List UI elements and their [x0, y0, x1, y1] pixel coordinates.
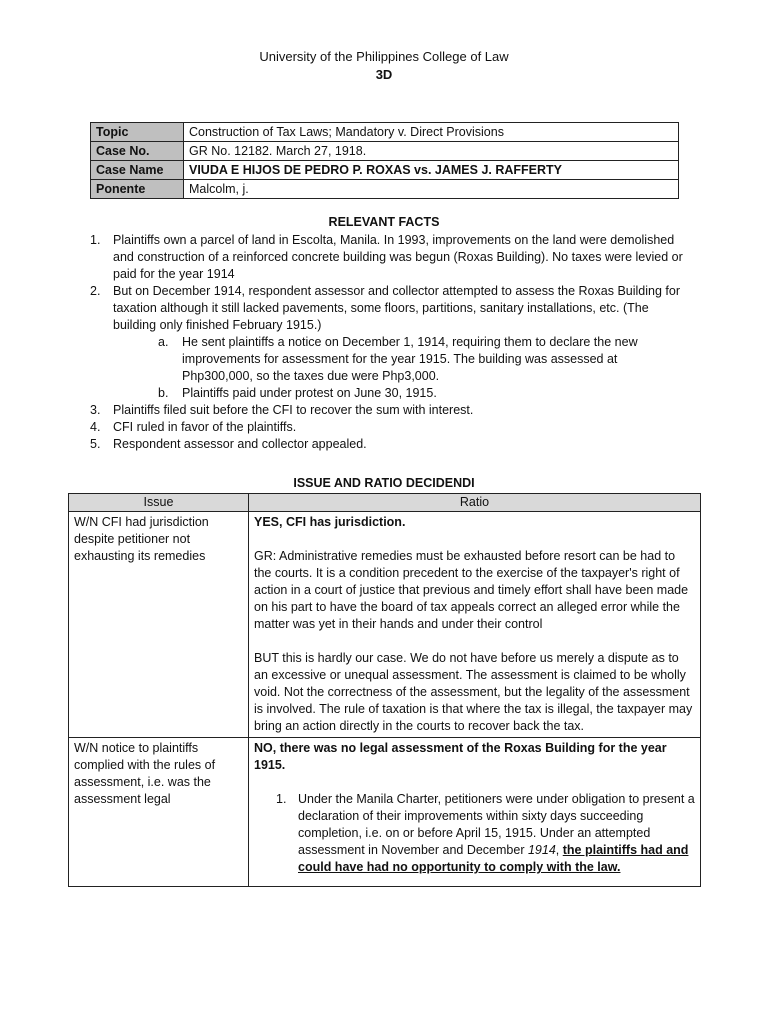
issue-row [69, 512, 701, 738]
facts-heading: RELEVANT FACTS [328, 215, 440, 229]
case-info-key: Topic [91, 123, 184, 142]
ratio-cell [249, 512, 701, 738]
fact-number: 1. [90, 233, 101, 247]
fact-number: 2. [90, 284, 101, 298]
fact-subitem [158, 334, 690, 385]
case-info-row [91, 142, 679, 161]
fact-item [90, 232, 690, 283]
case-info-value: Malcolm, j. [184, 180, 679, 199]
ratio-list-text: Under the Manila Charter, petitioners were under obligation to present a declaration of their improvements within sixty days succeeding completion, i.e. on or before April 15, 1915. Under an attempted assessment in November and December [298, 792, 695, 857]
issue-column-header: Issue [69, 494, 249, 512]
ratio-holding: YES, CFI has jurisdiction. [254, 515, 406, 529]
facts-list [90, 232, 690, 453]
ratio-list-separator: , [555, 843, 563, 857]
ratio-column-header: Ratio [249, 494, 701, 512]
fact-item [90, 402, 690, 419]
fact-text: But on December 1914, respondent assessor and collector attempted to assess the Roxas Building for taxation although it still lacked pavements, some floors, partitions, sanitary installations, etc. (The building only finished February 1915.) [113, 284, 680, 332]
issue-cell: W/N notice to plaintiffs complied with the rules of assessment, i.e. was the assessment legal [69, 738, 249, 887]
fact-number: 4. [90, 420, 101, 434]
issue-row [69, 738, 701, 887]
ratio-list-item [276, 791, 695, 876]
ratio-exception: BUT this is hardly our case. We do not have before us merely a dispute as to an excessive or unequal assessment. The assessment is claimed to be wholly void. Not the correctness of the assessment, but the legality of the assessment is involved. The rule of taxation is that where the tax is illegal, the taxpayer may bring an action directly in the courts to recover back the tax. [254, 651, 693, 733]
case-info-table [90, 122, 679, 199]
issue-ratio-table [68, 493, 701, 887]
institution-name: University of the Philippines College of Law [259, 49, 509, 64]
ratio-list-emphasis: the plaintiffs had and could have had no opportunity to comply with the law. [298, 843, 689, 874]
fact-subitem-text: Plaintiffs paid under protest on June 30, 1915. [182, 386, 437, 400]
case-info-row [91, 161, 679, 180]
issue-cell: W/N CFI had jurisdiction despite petitioner not exhausting its remedies [69, 512, 249, 738]
ratio-holding: NO, there was no legal assessment of the Roxas Building for the year 1915. [254, 741, 667, 772]
fact-number: 3. [90, 403, 101, 417]
case-info-key: Case Name [91, 161, 184, 180]
fact-item [90, 283, 690, 402]
ratio-cell [249, 738, 701, 887]
section-label: 3D [375, 67, 393, 82]
fact-subitem [158, 385, 690, 402]
fact-item [90, 436, 690, 453]
fact-number: 5. [90, 437, 101, 451]
fact-sublist [113, 334, 690, 402]
fact-text: Respondent assessor and collector appealed. [113, 437, 367, 451]
document-header [0, 48, 768, 84]
fact-subitem-letter: a. [158, 335, 169, 349]
case-info-key: Ponente [91, 180, 184, 199]
case-info-value: Construction of Tax Laws; Mandatory v. Direct Provisions [184, 123, 679, 142]
issue-ratio-header-row [69, 494, 701, 512]
ratio-list-number: 1. [276, 792, 287, 806]
issue-ratio-heading: ISSUE AND RATIO DECIDENDI [293, 476, 475, 490]
fact-text: CFI ruled in favor of the plaintiffs. [113, 420, 297, 434]
case-info-key: Case No. [91, 142, 184, 161]
fact-subitem-text: He sent plaintiffs a notice on December 1, 1914, requiring them to declare the new improvements for assessment for the year 1915. The building was assessed at Php300,000, so the taxes due were Php3,000. [182, 335, 638, 383]
ratio-list [254, 791, 695, 876]
fact-subitem-letter: b. [158, 386, 169, 400]
ratio-list-year: 1914 [527, 843, 556, 857]
ratio-general-rule: GR: Administrative remedies must be exhausted before resort can be had to the courts. It is a condition precedent to the exercise of the taxpayer's right of action in a court of justice that previous and timely effort shall have been made on his part to have the board of tax appeals correct an alleged error while the matter was yet in their hands and under their control [254, 549, 689, 631]
case-info-value: GR No. 12182. March 27, 1918. [184, 142, 679, 161]
case-info-row [91, 180, 679, 199]
fact-text: Plaintiffs own a parcel of land in Escolta, Manila. In 1993, improvements on the land were demolished and construction of a reinforced concrete building was begun (Roxas Building). No taxes were levied or paid for the year 1914 [113, 233, 683, 281]
case-info-value: VIUDA E HIJOS DE PEDRO P. ROXAS vs. JAMES J. RAFFERTY [184, 161, 679, 180]
case-info-row [91, 123, 679, 142]
fact-item [90, 419, 690, 436]
fact-text: Plaintiffs filed suit before the CFI to recover the sum with interest. [113, 403, 474, 417]
